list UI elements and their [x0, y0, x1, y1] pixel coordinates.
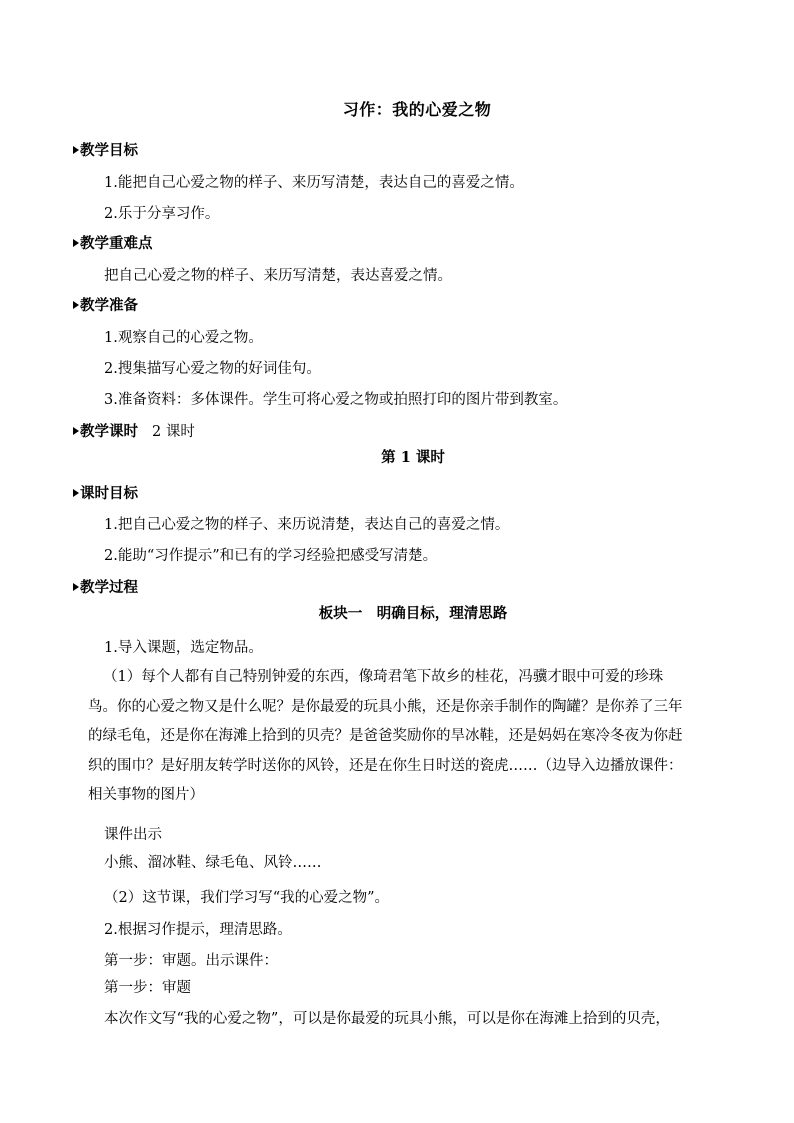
- lesson-goal-item-2: 2.能助“习作提示”和已有的学习经验把感受写清楚。: [104, 548, 438, 564]
- triangle-bullet-icon: [73, 583, 79, 591]
- triangle-bullet-icon: [73, 239, 79, 247]
- last-line: 本次作文写“我的心爱之物”，可以是你最爱的玩具小熊，可以是你在海滩上拾到的贝壳，: [104, 1011, 670, 1027]
- heading-goals: 教学目标: [73, 139, 738, 160]
- prep-item-3: 3.准备资料：多体课件。学生可将心爱之物或拍照打印的图片带到教室。: [104, 392, 568, 408]
- intro-paragraph: （1）每个人都有自己特别钟爱的东西，像琦君笔下故乡的桂花，冯骥才眼中可爱的珍珠 鸟。你的心爱之物又是什么呢？是你最爱的玩具小熊，还是你亲手制作的陶罐？是你养了三年 的绿毛龟，还是你在海滩上拾到的贝壳？是爸爸奖励你的旱冰鞋，还是妈妈在寒冷冬夜为你赶 织的围巾？是好朋友转学时送你的风铃，还是在你生日时送的瓷虎……（边导入边播放课件： 相关事物的图片）: [88, 669, 683, 803]
- lesson-1-title: 第 1 课时: [381, 449, 445, 466]
- goal-item-2: 2.乐于分享习作。: [104, 206, 220, 222]
- triangle-bullet-icon: [73, 146, 79, 154]
- step-review-a: 第一步：审题。出示课件：: [104, 953, 278, 969]
- prep-item-1: 1.观察自己的心爱之物。: [104, 330, 263, 346]
- block-1-title: 板块一 明确目标，理清思路: [318, 605, 508, 622]
- goal-item-1: 1.能把自己心爱之物的样子、来历写清楚，表达自己的喜爱之情。: [104, 175, 524, 191]
- triangle-bullet-icon: [73, 301, 79, 309]
- heading-preparation: 教学准备: [73, 294, 738, 315]
- prep-item-2: 2.搜集描写心爱之物的好词佳句。: [104, 361, 321, 377]
- heading-periods: 教学课时 2 课时: [73, 420, 738, 441]
- courseware-label: 课件出示: [104, 827, 162, 843]
- triangle-bullet-icon: [73, 427, 79, 435]
- key-points-text: 把自己心爱之物的样子、来历写清楚，表达喜爱之情。: [104, 268, 452, 284]
- page-title: 习作：我的心爱之物: [342, 100, 492, 119]
- heading-lesson-goals: 课时目标: [73, 482, 738, 503]
- process-step-2: 2.根据习作提示，理清思路。: [104, 922, 292, 938]
- courseware-items: 小熊、溜冰鞋、绿毛龟、风铃……: [104, 855, 322, 871]
- process-step-1: 1.导入课题，选定物品。: [104, 640, 263, 656]
- heading-key-points: 教学重难点: [73, 232, 738, 253]
- process-para-2: （2）这节课，我们学习写“我的心爱之物”。: [104, 890, 390, 906]
- step-review-b: 第一步：审题: [104, 980, 191, 996]
- lesson-goal-item-1: 1.把自己心爱之物的样子、来历说清楚，表达自己的喜爱之情。: [104, 517, 510, 533]
- triangle-bullet-icon: [73, 489, 79, 497]
- heading-process: 教学过程: [73, 576, 738, 597]
- periods-value: 2 课时: [152, 424, 195, 440]
